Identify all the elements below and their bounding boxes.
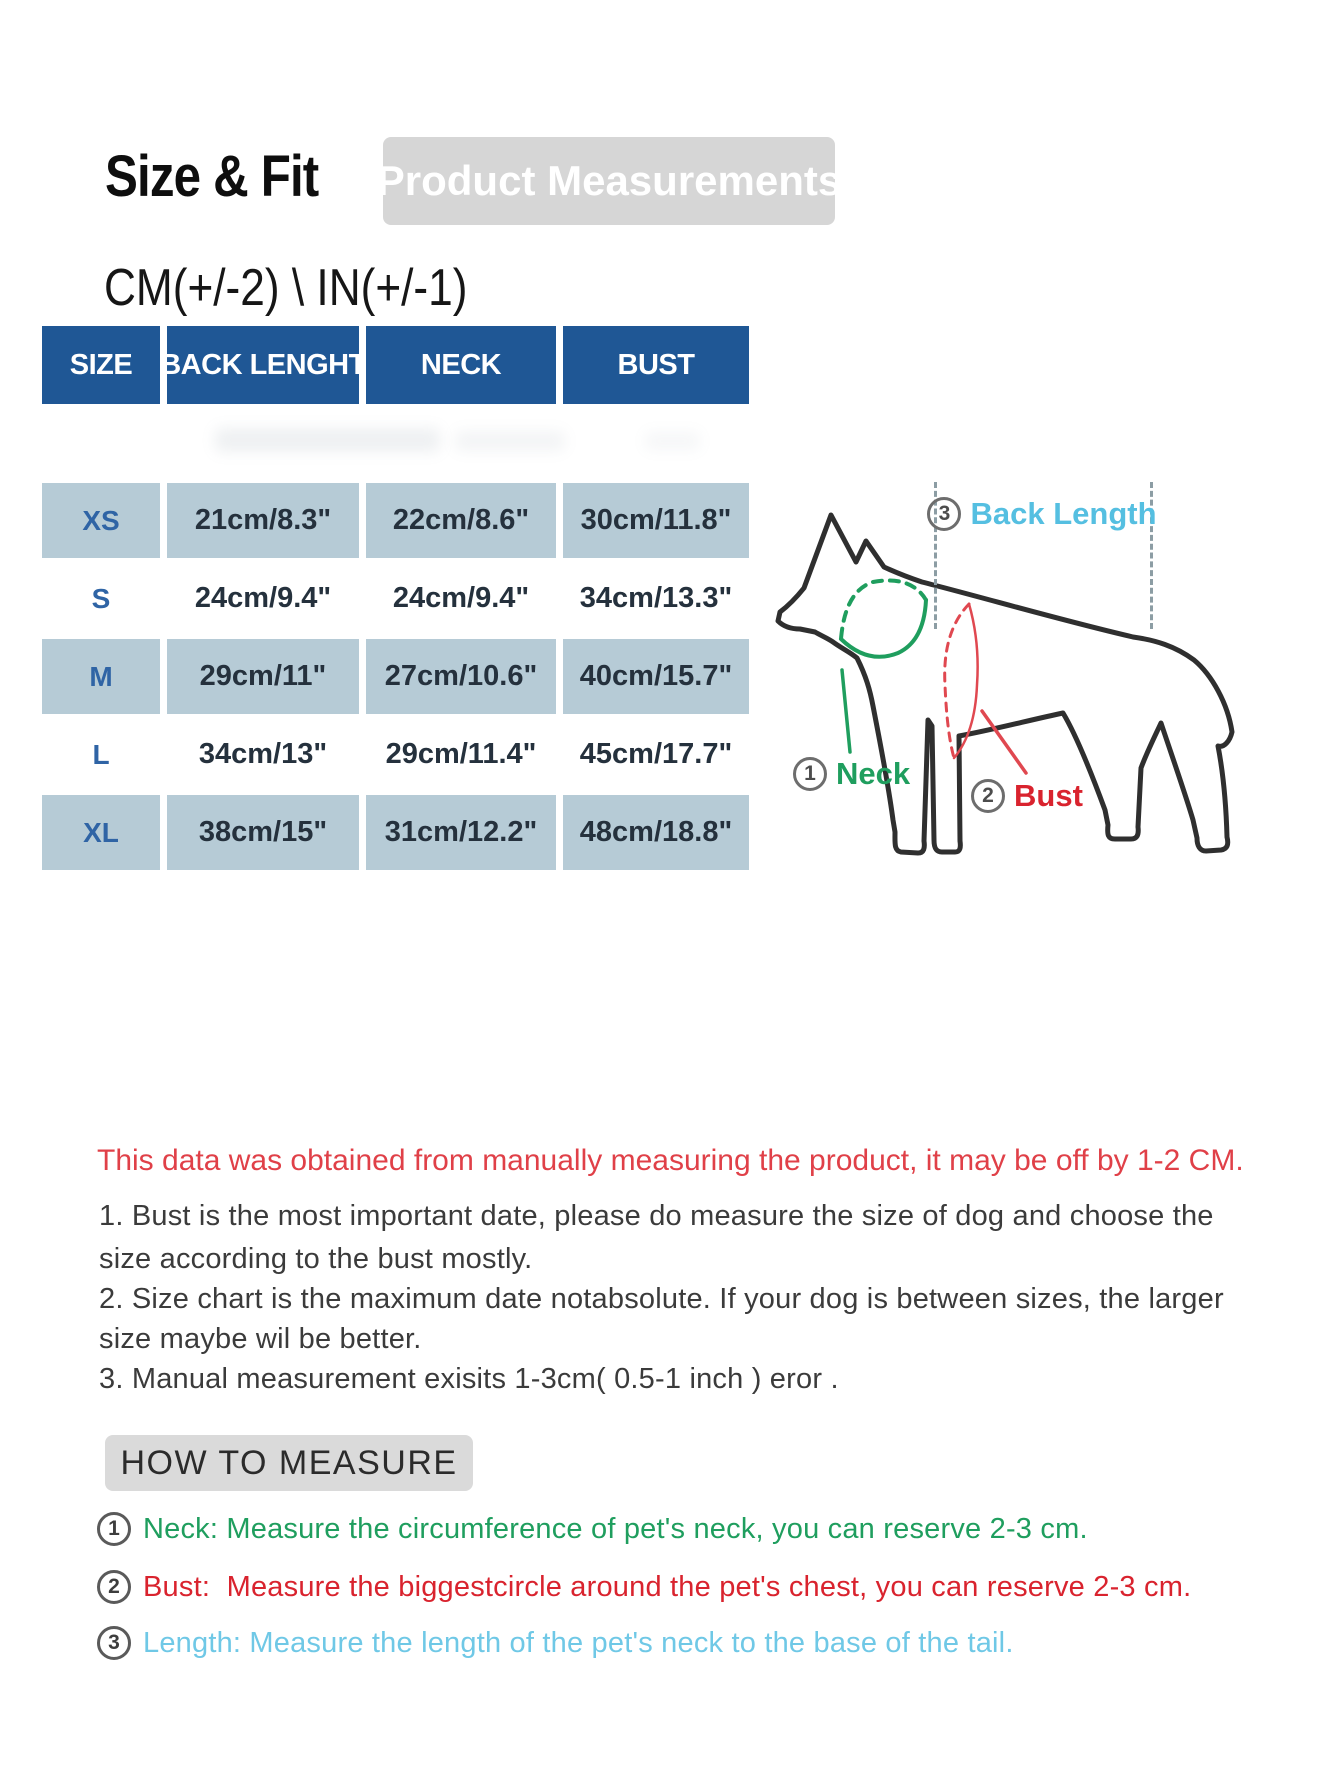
neck-circumference-dashed	[841, 580, 926, 639]
note-line: 1. Bust is the most important date, please do measure the size of dog and choose the	[99, 1200, 1214, 1232]
step-number-3: 3	[97, 1626, 131, 1660]
col-header-bust: BUST	[563, 326, 749, 404]
artifact-smudge	[455, 431, 565, 451]
table-row-l-back-length: 34cm/13"	[198, 738, 328, 770]
col-header-neck: NECK	[366, 326, 556, 404]
table-row-xs-neck: 22cm/8.6"	[366, 483, 556, 558]
table-row-m-back-length: 29cm/11"	[167, 639, 359, 714]
unit-tolerance-note: CM(+/-2) \ IN(+/-1)	[104, 259, 468, 317]
note-line: size maybe wil be better.	[99, 1323, 422, 1355]
manual-measure-disclaimer: This data was obtained from manually measuring the product, it may be off by 1-2 CM.	[97, 1144, 1244, 1177]
badge-label: Product Measurements	[376, 157, 842, 204]
table-row-m-size: M	[42, 639, 160, 714]
circled-number-2: 2	[971, 779, 1005, 813]
artifact-smudge	[215, 428, 440, 452]
step-text-neck: Neck: Measure the circumference of pet's neck, you can reserve 2-3 cm.	[143, 1512, 1088, 1545]
measure-step-bust	[97, 1570, 1191, 1604]
neck-label-text: Neck	[836, 756, 911, 791]
step-text-length: Length: Measure the length of the pet's neck to the base of the tail.	[143, 1626, 1014, 1659]
size-table-header	[42, 326, 749, 404]
bust-label-text: Bust	[1014, 778, 1083, 813]
circled-number-3: 3	[927, 497, 961, 531]
artifact-smudge	[645, 432, 700, 450]
table-row-l-size: L	[92, 738, 110, 770]
back-length-label	[934, 496, 1157, 532]
col-header-size: SIZE	[42, 326, 160, 404]
dog-measure-diagram	[760, 480, 1340, 1040]
table-row-l-neck: 29cm/11.4"	[385, 738, 537, 770]
table-row-xs-back-length: 21cm/8.3"	[167, 483, 359, 558]
size-table	[42, 483, 749, 870]
table-row-m-neck: 27cm/10.6"	[366, 639, 556, 714]
bust-pointer-line	[982, 711, 1026, 773]
table-row-xs-size: XS	[42, 483, 160, 558]
measure-step-length	[97, 1626, 1014, 1660]
page-title: Size & Fit	[105, 144, 319, 209]
neck-pointer-line	[842, 670, 850, 752]
table-row-s-bust: 34cm/13.3"	[579, 582, 733, 614]
bust-label	[971, 778, 1083, 814]
col-header-back-length: BACK LENGHT	[167, 326, 359, 404]
table-row-xl-bust: 48cm/18.8"	[563, 795, 749, 870]
step-text-bust: Bust: Measure the biggestcircle around the pet's chest, you can reserve 2-3 cm.	[143, 1570, 1192, 1603]
table-row-xl-size: XL	[42, 795, 160, 870]
table-row-m-bust: 40cm/15.7"	[563, 639, 749, 714]
measure-step-neck	[97, 1512, 1088, 1546]
how-to-measure-heading: HOW TO MEASURE	[105, 1435, 473, 1491]
table-row-s-neck: 24cm/9.4"	[392, 582, 530, 614]
product-measurements-badge	[376, 137, 842, 225]
note-line: 3. Manual measurement exisits 1-3cm( 0.5-1 inch ) eror .	[99, 1363, 839, 1395]
table-row-xl-neck: 31cm/12.2"	[366, 795, 556, 870]
note-line: 2. Size chart is the maximum date notabsolute. If your dog is between sizes, the larger	[99, 1283, 1224, 1315]
neck-label	[793, 756, 910, 792]
table-row-s-size: S	[91, 582, 111, 614]
neck-circumference-solid	[841, 600, 926, 657]
note-line: size according to the bust mostly.	[99, 1243, 533, 1275]
table-row-xl-back-length: 38cm/15"	[167, 795, 359, 870]
step-number-1: 1	[97, 1512, 131, 1546]
table-row-l-bust: 45cm/17.7"	[579, 738, 733, 770]
table-row-s-back-length: 24cm/9.4"	[194, 582, 332, 614]
table-row-xs-bust: 30cm/11.8"	[563, 483, 749, 558]
circled-number-1: 1	[793, 757, 827, 791]
back-length-label-text: Back Length	[970, 496, 1157, 531]
step-number-2: 2	[97, 1570, 131, 1604]
